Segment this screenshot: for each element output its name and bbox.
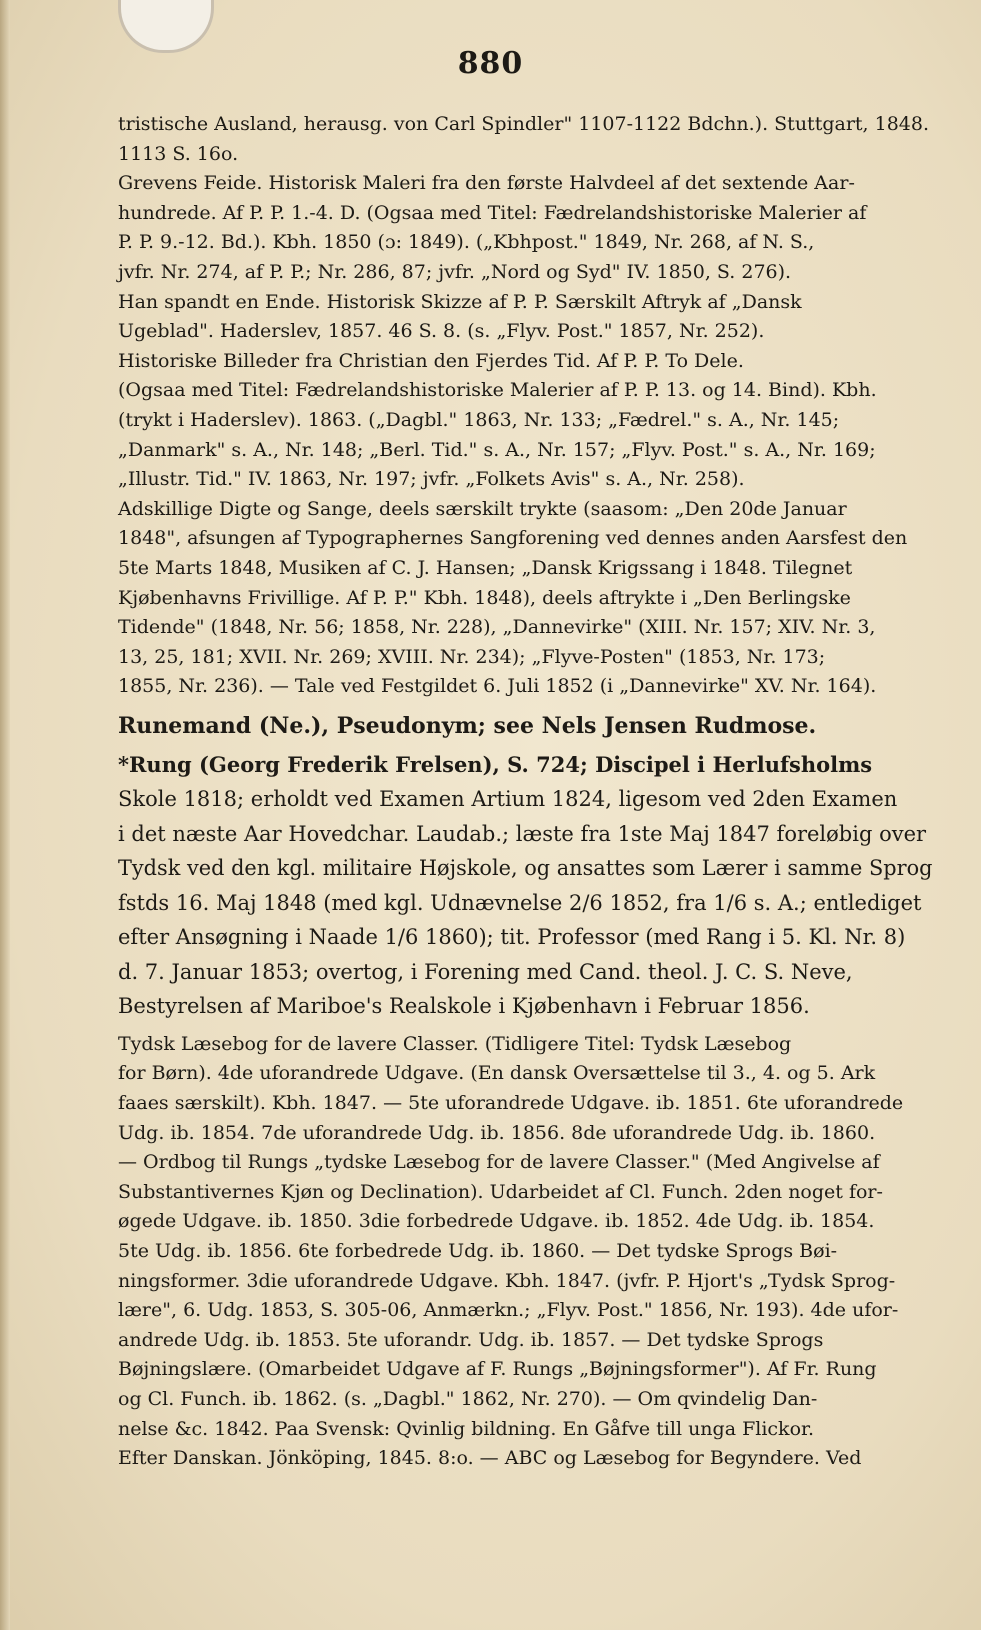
text-line: Bestyrelsen af Mariboe's Realskole i Kjøbenhavn i Februar 1856. <box>118 994 810 1019</box>
text-line: 1848", afsungen af Typographernes Sangforening ved dennes anden Aarsfest den <box>118 527 908 550</box>
text-line: jvfr. Nr. 274, af P. P.; Nr. 286, 87; jvfr. „Nord og Syd" IV. 1850, S. 276). <box>118 260 792 283</box>
text-line: Udg. ib. 1854. 7de uforandrede Udg. ib. 1856. 8de uforandrede Udg. ib. 1860. <box>118 1121 876 1144</box>
text-line: d. 7. Januar 1853; overtog, i Forening med Cand. theol. J. C. S. Neve, <box>118 959 853 984</box>
text-line: ningsformer. 3die uforandrede Udgave. Kbh. 1847. (jvfr. P. Hjort's „Tydsk Sprog- <box>118 1269 896 1292</box>
paragraph-bibliography-rung <box>118 1030 933 1474</box>
text-line: (Ogsaa med Titel: Fædrelandshistoriske Malerier af P. P. 13. og 14. Bind). Kbh. <box>118 379 877 402</box>
text-line: P. P. 9.-12. Bd.). Kbh. 1850 (ɔ: 1849). („Kbhpost." 1849, Nr. 268, af N. S., <box>118 231 815 254</box>
text-line: lære", 6. Udg. 1853, S. 305-06, Anmærkn.; „Flyv. Post." 1856, Nr. 193). 4de ufor- <box>118 1299 899 1322</box>
paragraph-digte-og-sange <box>118 495 933 702</box>
text-line: Substantivernes Kjøn og Declination). Udarbeidet af Cl. Funch. 2den noget for- <box>118 1180 883 1203</box>
text-line: (trykt i Haderslev). 1863. („Dagbl." 1863, Nr. 133; „Fædrel." s. A., Nr. 145; <box>118 408 840 431</box>
text-line: 13, 25, 181; XVII. Nr. 269; XVIII. Nr. 234); „Flyve-Posten" (1853, Nr. 173; <box>118 645 826 668</box>
text-line: nelse &c. 1842. Paa Svensk: Qvinlig bildning. En Gåfve till unga Flickor. <box>118 1417 815 1440</box>
text-line: Adskillige Digte og Sange, deels særskilt trykte (saasom: „Den 20de Januar <box>118 497 847 520</box>
entry-rung-biography <box>118 748 933 1024</box>
text-line: 5te Marts 1848, Musiken af C. J. Hansen; „Dansk Krigssang i 1848. Tilegnet <box>118 556 853 579</box>
text-line: fstds 16. Maj 1848 (med kgl. Udnævnelse 2/6 1852, fra 1/6 s. A.; entlediget <box>118 890 922 915</box>
text-line: andrede Udg. ib. 1853. 5te uforandr. Udg. ib. 1857. — Det tydske Sprogs <box>118 1328 824 1351</box>
text-line: øgede Udgave. ib. 1850. 3die forbedrede Udgave. ib. 1852. 4de Udg. ib. 1854. <box>118 1210 875 1233</box>
text-line: Grevens Feide. Historisk Maleri fra den første Halvdeel af det sextende Aar- <box>118 172 855 195</box>
text-line: hundrede. Af P. P. 1.-4. D. (Ogsaa med Titel: Fædrelandshistoriske Malerier af <box>118 201 867 224</box>
text-line: Historiske Billeder fra Christian den Fjerdes Tid. Af P. P. To Dele. <box>118 349 744 372</box>
text-line: faaes særskilt). Kbh. 1847. — 5te uforandrede Udgave. ib. 1851. 6te uforandrede <box>118 1092 904 1115</box>
text-line: og Cl. Funch. ib. 1862. (s. „Dagbl." 1862, Nr. 270). — Om qvindelig Dan- <box>118 1388 818 1410</box>
paragraph-historiske-billeder <box>118 347 933 495</box>
page-number: 880 <box>457 46 524 81</box>
entry-heading-runemand: Runemand (Ne.), Pseudonym; see Nels Jensen Rudmose. <box>118 712 817 739</box>
text-line: efter Ansøgning i Naade 1/6 1860); tit. Professor (med Rang i 5. Kl. Nr. 8) <box>118 925 906 950</box>
text-line: i det næste Aar Hovedchar. Laudab.; læste fra 1ste Maj 1847 foreløbig over <box>118 821 927 846</box>
paragraph-continuation <box>118 110 933 169</box>
text-line: Efter Danskan. Jönköping, 1845. 8:o. — ABC og Læsebog for Begyndere. Ved <box>118 1447 862 1470</box>
paragraph-han-spandt <box>118 288 933 347</box>
text-line: for Børn). 4de uforandrede Udgave. (En dansk Oversættelse til 3., 4. og 5. Ark <box>118 1062 876 1085</box>
text-line: Tydsk ved den kgl. militaire Højskole, og ansattes som Lærer i samme Sprog <box>118 856 933 881</box>
paragraph-grevens-feide <box>118 169 933 287</box>
text-line: 1113 S. 16o. <box>118 142 239 165</box>
page-edge-shadow <box>0 0 10 1630</box>
text-line: Kjøbenhavns Frivillige. Af P. P." Kbh. 1848), deels aftrykte i „Den Berlingske <box>118 586 851 609</box>
text-line: „Danmark" s. A., Nr. 148; „Berl. Tid." s. A., Nr. 157; „Flyv. Post." s. A., Nr. 169; <box>118 438 876 461</box>
text-line: *Rung (Georg Frederik Frelsen), S. 724; Discipel i Herlufsholms <box>118 751 873 777</box>
text-line: Bøjningslære. (Omarbeidet Udgave af F. Rungs „Bøjningsformer"). Af Fr. Rung <box>118 1358 877 1381</box>
text-line: — Ordbog til Rungs „tydske Læsebog for de lavere Classer." (Med Angivelse af <box>118 1151 880 1174</box>
text-line: Skole 1818; erholdt ved Examen Artium 1824, ligesom ved 2den Examen <box>118 787 898 812</box>
text-line: 1855, Nr. 236). — Tale ved Festgildet 6. Juli 1852 (i „Dannevirke" XV. Nr. 164). <box>118 675 877 698</box>
text-line: Ugeblad". Haderslev, 1857. 46 S. 8. (s. „Flyv. Post." 1857, Nr. 252). <box>118 320 765 343</box>
text-line: „Illustr. Tid." IV. 1863, Nr. 197; jvfr. „Folkets Avis" s. A., Nr. 258). <box>118 468 745 491</box>
text-line: Han spandt en Ende. Historisk Skizze af P. P. Særskilt Aftryk af „Dansk <box>118 290 802 313</box>
text-line: Tidende" (1848, Nr. 56; 1858, Nr. 228), „Dannevirke" (XIII. Nr. 157; XIV. Nr. 3, <box>118 616 876 639</box>
text-line: 5te Udg. ib. 1856. 6te forbedrede Udg. ib. 1860. — Det tydske Sprogs Bøi- <box>118 1240 838 1263</box>
text-line: tristische Ausland, herausg. von Carl Spindler" 1107-1122 Bdchn.). Stuttgart, 1848. <box>118 113 930 135</box>
body-text <box>118 110 933 1474</box>
text-line: Tydsk Læsebog for de lavere Classer. (Tidligere Titel: Tydsk Læsebog <box>118 1032 792 1055</box>
